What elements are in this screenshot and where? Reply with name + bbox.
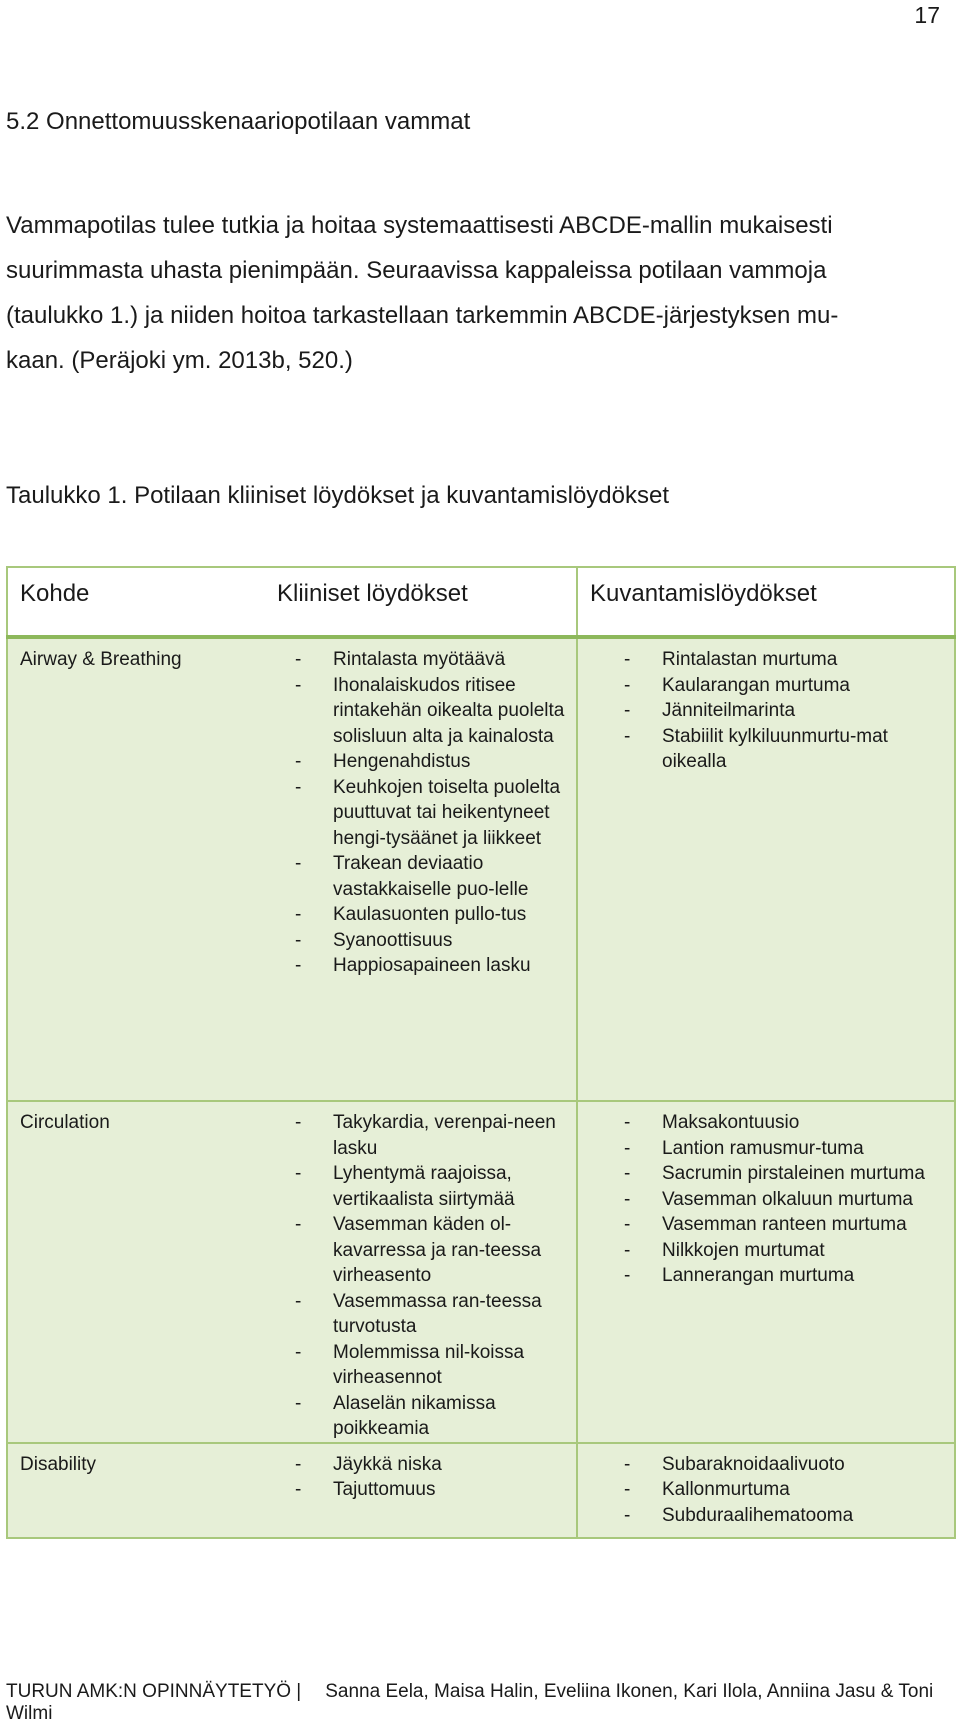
list-item-text: Kaularangan murtuma <box>662 674 850 696</box>
list-item <box>265 749 576 775</box>
list-item <box>265 1110 576 1161</box>
list-item-text: Kallonmurtuma <box>662 1479 790 1500</box>
dash-bullet: - <box>295 1453 302 1475</box>
dash-bullet: - <box>624 649 631 670</box>
list-item-text: Sacrumin pirstaleinen murtuma <box>662 1163 925 1184</box>
page-footer <box>6 1681 954 1725</box>
cell-kliiniset <box>265 1443 577 1538</box>
kuvantamis-list <box>578 1452 954 1529</box>
list-item <box>265 1161 576 1212</box>
list-item-text: Hengenahdistus <box>333 751 471 772</box>
dash-bullet: - <box>624 1504 631 1526</box>
list-item-text: Vasemman ranteen murtuma <box>662 1214 907 1235</box>
kliiniset-list <box>265 1110 576 1442</box>
list-item <box>578 1187 954 1213</box>
paragraph-line: suurimmasta uhasta pienimpään. Seuraavissa kappaleissa potilaan vammoja <box>6 257 827 284</box>
list-item <box>578 1110 954 1136</box>
paragraph-line: (taulukko 1.) ja niiden hoitoa tarkastellaan tarkemmin ABCDE-järjestyksen mu- <box>6 302 839 329</box>
list-item <box>265 673 576 750</box>
list-item-text: Subduraalihematooma <box>662 1504 854 1526</box>
list-item-text: Molemmissa nil-koissa virheasennot <box>333 1341 525 1388</box>
list-item-text: Kaulasuonten pullo-tus <box>333 904 527 925</box>
dash-bullet: - <box>295 1112 302 1133</box>
list-item <box>265 851 576 902</box>
dash-bullet: - <box>295 853 302 874</box>
dash-bullet: - <box>624 1453 631 1475</box>
list-item <box>578 1161 954 1187</box>
list-item <box>578 724 954 775</box>
cell-kohde: Airway & Breathing <box>7 637 265 1101</box>
cell-kuvantamis <box>577 637 955 1101</box>
header-kliiniset: Kliiniset löydökset <box>265 567 577 637</box>
list-item <box>265 1391 576 1442</box>
dash-bullet: - <box>295 1479 302 1500</box>
dash-bullet: - <box>295 776 302 798</box>
list-item <box>578 647 954 673</box>
dash-bullet: - <box>624 1163 631 1184</box>
dash-bullet: - <box>295 904 302 925</box>
dash-bullet: - <box>295 929 302 951</box>
list-item <box>265 1212 576 1289</box>
body-paragraph <box>6 203 954 383</box>
table-row <box>7 1101 955 1443</box>
dash-bullet: - <box>295 955 302 976</box>
dash-bullet: - <box>624 1214 631 1235</box>
list-item-text: Vasemman olkaluun murtuma <box>662 1188 913 1210</box>
page-number: 17 <box>914 2 940 28</box>
paragraph-line: kaan. (Peräjoki ym. 2013b, 520.) <box>6 347 353 374</box>
list-item-text: Jäykkä niska <box>333 1453 442 1475</box>
list-item-text: Alaselän nikamissa poikkeamia <box>333 1392 496 1439</box>
cell-kliiniset <box>265 1101 577 1443</box>
list-item <box>578 673 954 699</box>
list-item-text: Ihonalaiskudos ritisee rintakehän oikealta puolelta solisluun alta ja kainalosta <box>333 674 565 747</box>
list-item <box>265 775 576 852</box>
list-item-text: Happiosapaineen lasku <box>333 955 531 976</box>
list-item-text: Jänniteilmarinta <box>662 700 796 721</box>
list-item-text: Maksakontuusio <box>662 1112 800 1133</box>
list-item <box>265 1289 576 1340</box>
list-item-text: Lannerangan murtuma <box>662 1265 855 1286</box>
list-item <box>578 698 954 724</box>
list-item <box>578 1212 954 1238</box>
list-item <box>265 1340 576 1391</box>
paragraph-line: Vammapotilas tulee tutkia ja hoitaa systemaattisesti ABCDE-mallin mukaisesti <box>6 212 833 239</box>
list-item <box>265 928 576 954</box>
list-item <box>265 1477 576 1503</box>
findings-table <box>6 566 956 1539</box>
list-item-text: Takykardia, verenpai-neen lasku <box>333 1112 556 1159</box>
list-item-text: Vasemman käden ol-kavarressa ja ran-teessa virheasento <box>333 1214 542 1286</box>
dash-bullet: - <box>624 1479 631 1500</box>
dash-bullet: - <box>624 1265 631 1286</box>
list-item <box>265 1452 576 1478</box>
list-item-text: Stabiilit kylkiluunmurtu-mat oikealla <box>662 725 888 772</box>
dash-bullet: - <box>624 1188 631 1210</box>
section-heading: 5.2 Onnettomuusskenaariopotilaan vammat <box>6 108 471 135</box>
list-item <box>265 953 576 979</box>
dash-bullet: - <box>295 1214 302 1235</box>
cell-kohde: Circulation <box>7 1101 265 1443</box>
table-row <box>7 1443 955 1538</box>
list-item <box>578 1136 954 1162</box>
dash-bullet: - <box>295 674 302 696</box>
footer-authors: Sanna Eela, Maisa Halin, Eveliina Ikonen, Kari Ilola, Anniina Jasu & Toni Wilmi <box>6 1681 934 1724</box>
dash-bullet: - <box>624 1112 631 1133</box>
list-item-text: Trakean deviaatio vastakkaiselle puo-lelle <box>333 853 529 900</box>
dash-bullet: - <box>624 1137 631 1159</box>
dash-bullet: - <box>295 1163 302 1184</box>
list-item <box>578 1238 954 1264</box>
list-item-text: Lyhentymä raajoissa, vertikaalista siirtymää <box>333 1163 515 1210</box>
table-row <box>7 637 955 1101</box>
list-item <box>265 902 576 928</box>
table-caption: Taulukko 1. Potilaan kliiniset löydökset ja kuvantamislöydökset <box>6 482 670 509</box>
list-item-text: Rintalastan murtuma <box>662 649 838 670</box>
header-kohde: Kohde <box>7 567 265 637</box>
cell-kohde: Disability <box>7 1443 265 1538</box>
kuvantamis-list <box>578 647 954 775</box>
dash-bullet: - <box>624 1239 631 1261</box>
list-item <box>578 1452 954 1478</box>
list-item-text: Tajuttomuus <box>333 1479 436 1500</box>
footer-school: TURUN AMK:N OPINNÄYTETYÖ | <box>6 1681 302 1702</box>
dash-bullet: - <box>295 751 302 772</box>
list-item <box>578 1263 954 1289</box>
list-item-text: Keuhkojen toiselta puolelta puuttuvat tai heikentyneet hengi-tysäänet ja liikkeet <box>333 776 561 849</box>
list-item-text: Subaraknoidaalivuoto <box>662 1453 845 1475</box>
list-item-text: Lantion ramusmur-tuma <box>662 1137 864 1159</box>
list-item-text: Vasemmassa ran-teessa turvotusta <box>333 1290 542 1337</box>
dash-bullet: - <box>295 1341 302 1363</box>
dash-bullet: - <box>295 1290 302 1312</box>
dash-bullet: - <box>624 700 631 721</box>
kliiniset-list <box>265 647 576 979</box>
table-header-row <box>7 567 955 637</box>
findings-table-wrapper <box>6 566 954 1525</box>
dash-bullet: - <box>295 649 302 670</box>
list-item-text: Rintalasta myötäävä <box>333 649 506 670</box>
dash-bullet: - <box>624 674 631 696</box>
list-item <box>578 1477 954 1503</box>
list-item-text: Nilkkojen murtumat <box>662 1239 825 1261</box>
kliiniset-list <box>265 1452 576 1503</box>
cell-kuvantamis <box>577 1443 955 1538</box>
header-kuvantamis: Kuvantamislöydökset <box>577 567 955 637</box>
list-item-text: Syanoottisuus <box>333 929 453 951</box>
kuvantamis-list <box>578 1110 954 1289</box>
cell-kuvantamis <box>577 1101 955 1443</box>
dash-bullet: - <box>624 725 631 747</box>
list-item <box>578 1503 954 1529</box>
cell-kliiniset <box>265 637 577 1101</box>
list-item <box>265 647 576 673</box>
dash-bullet: - <box>295 1392 302 1414</box>
